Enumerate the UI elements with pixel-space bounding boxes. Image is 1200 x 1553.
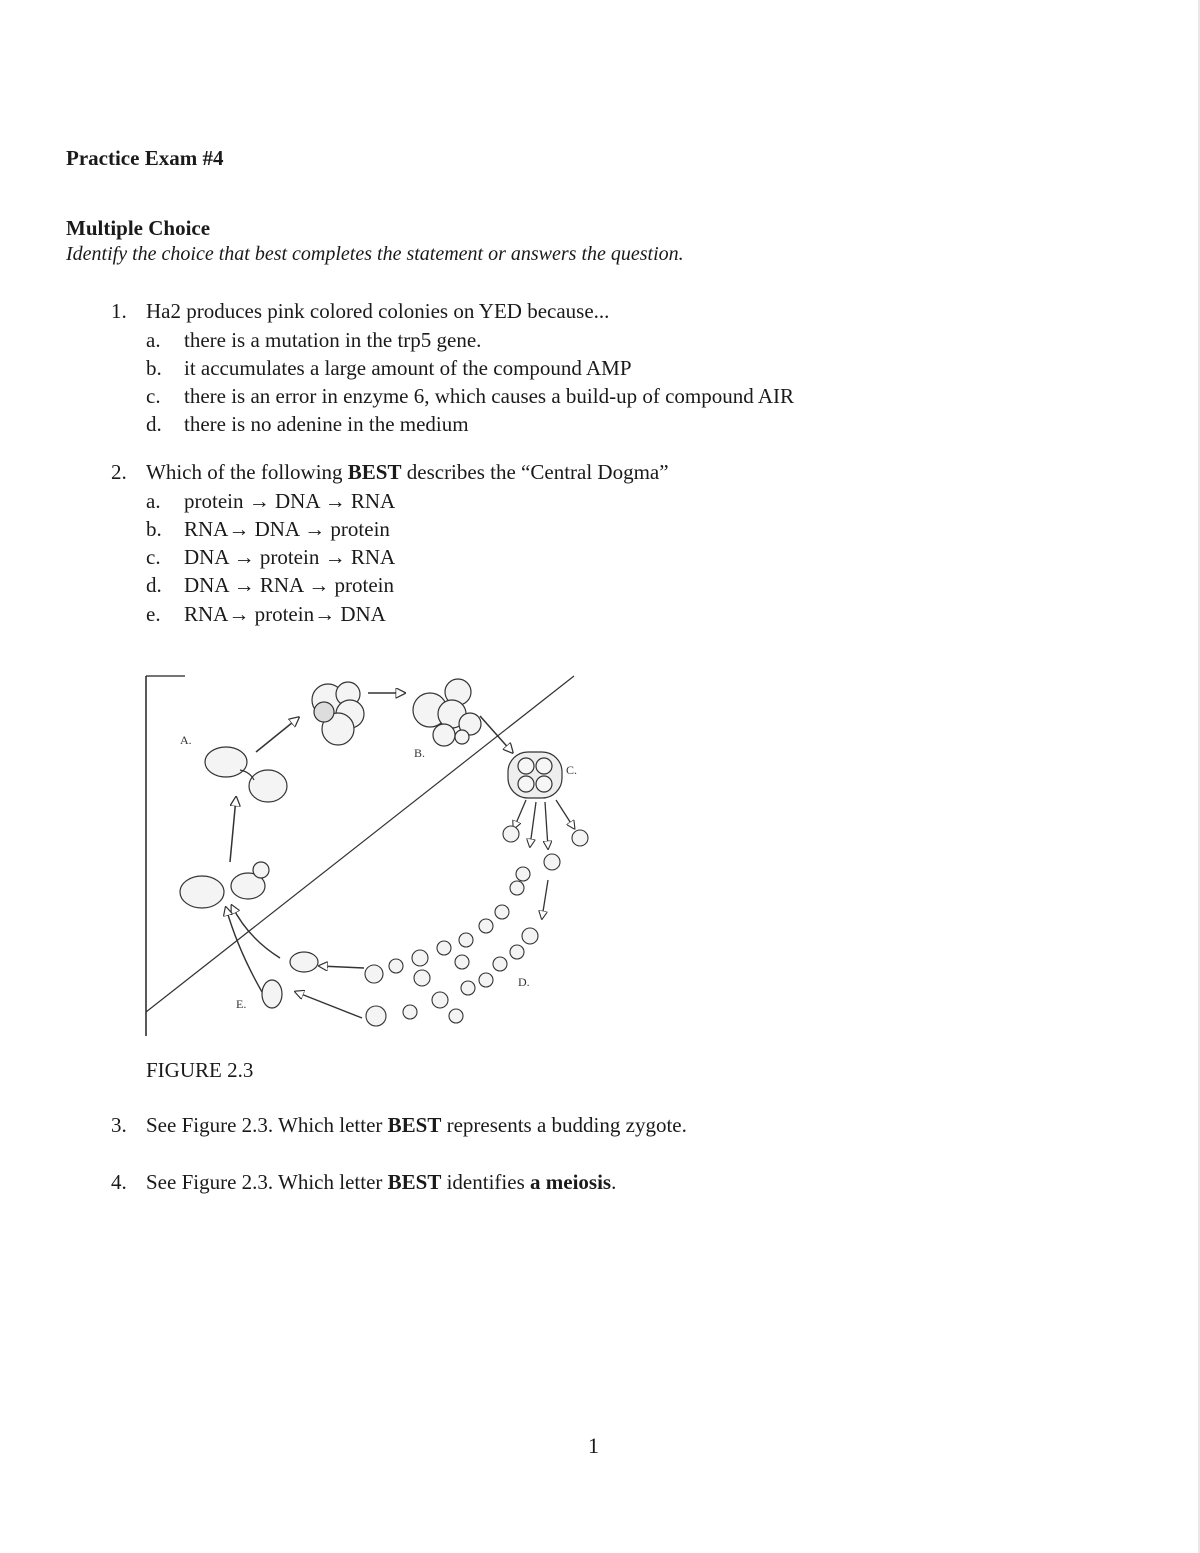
figure-label-c: C.: [566, 763, 578, 777]
question-number: 3.: [111, 1113, 127, 1137]
cell-cluster-top-left: [312, 682, 364, 745]
option-letter: d.: [146, 412, 162, 436]
question-number: 2.: [111, 460, 127, 484]
cell-cluster-top-right: [413, 679, 481, 746]
figure-label-d: D.: [518, 975, 530, 989]
exam-title: Practice Exam #4: [66, 146, 224, 170]
option-text: RNA→ protein→ DNA: [184, 602, 386, 626]
question-number: 4.: [111, 1170, 127, 1194]
option-text: RNA→ DNA → protein: [184, 517, 390, 541]
question-text: See Figure 2.3. Which letter BEST identifies a meiosis.: [146, 1170, 617, 1194]
option-letter: a.: [146, 328, 161, 352]
figure-label-a: A.: [180, 733, 192, 747]
question-text: See Figure 2.3. Which letter BEST represents a budding zygote.: [146, 1113, 687, 1137]
haploid-cells-e: [262, 952, 318, 1008]
option-letter: b.: [146, 356, 162, 380]
option-text: there is an error in enzyme 6, which causes a build-up of compound AIR: [184, 384, 794, 408]
question-text: Which of the following BEST describes the “Central Dogma”: [146, 460, 669, 484]
question-number: 1.: [111, 299, 127, 323]
cell-pair-upper: [205, 747, 287, 802]
figure-diagonal-divider: [146, 676, 574, 1012]
option-letter: b.: [146, 517, 162, 541]
option-text: protein → DNA → RNA: [184, 489, 396, 513]
option-letter: e.: [146, 602, 161, 626]
figure-caption: FIGURE 2.3: [146, 1058, 254, 1082]
question-text: Ha2 produces pink colored colonies on YED because...: [146, 299, 610, 323]
instructions: Identify the choice that best completes the statement or answers the question.: [66, 243, 684, 265]
haploid-spores: [365, 826, 588, 1026]
option-letter: c.: [146, 545, 161, 569]
option-letter: d.: [146, 573, 162, 597]
option-text: DNA → protein → RNA: [184, 545, 396, 569]
section-heading: Multiple Choice: [66, 216, 211, 240]
option-text: there is a mutation in the trp5 gene.: [184, 328, 482, 352]
option-letter: c.: [146, 384, 161, 408]
option-text: there is no adenine in the medium: [184, 412, 469, 436]
option-text: it accumulates a large amount of the compound AMP: [184, 356, 632, 380]
option-letter: a.: [146, 489, 161, 513]
option-text: DNA → RNA → protein: [184, 573, 394, 597]
page-number: 1: [588, 1433, 599, 1458]
ascus-tetrad: [508, 752, 562, 798]
figure-label-b: B.: [414, 746, 426, 760]
figure-label-e: E.: [236, 997, 247, 1011]
cell-pair-lower: [180, 862, 269, 908]
